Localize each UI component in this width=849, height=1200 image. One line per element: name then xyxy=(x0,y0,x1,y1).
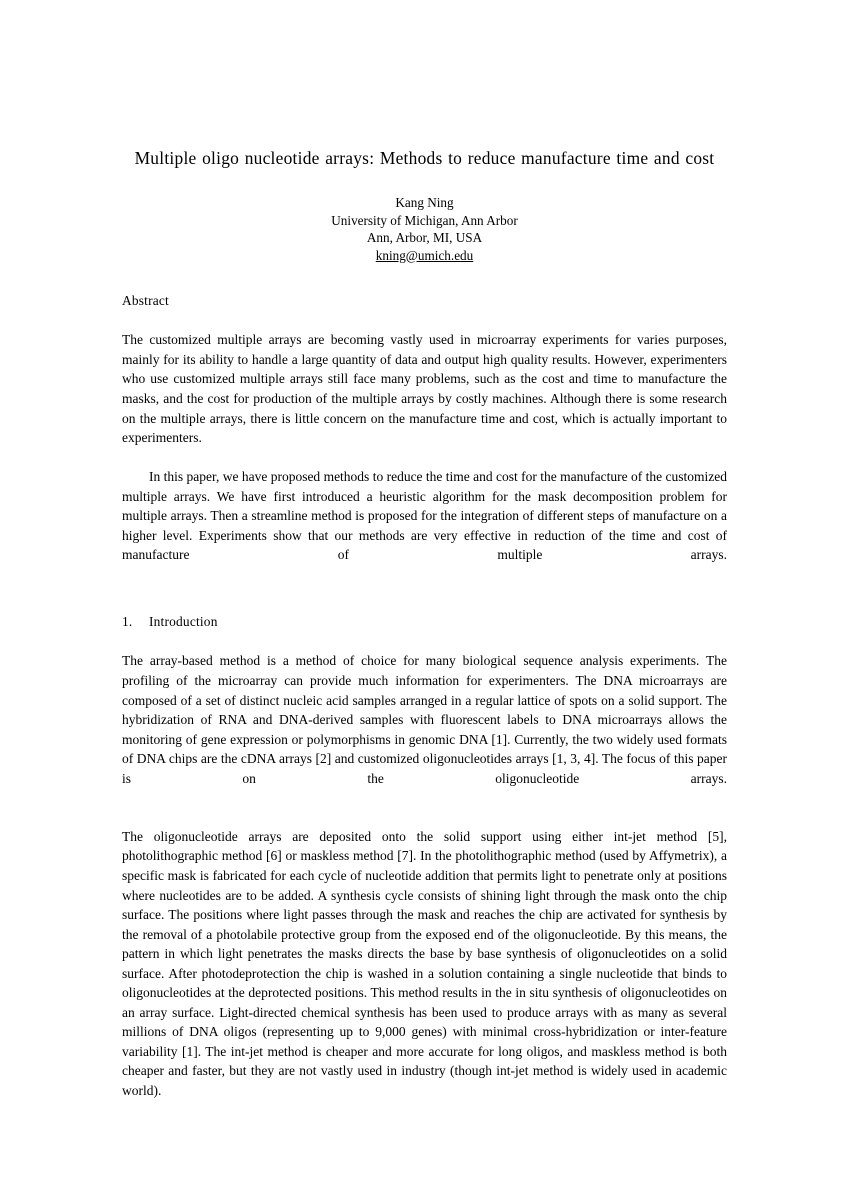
introduction-paragraph-1: The array-based method is a method of choice for many biological sequence analysis experiments. The profiling of the microarray can provide much information for experimenters. The DNA microarrays are composed of a set of distinct nucleic acid samples arranged in a regular lattice of spots on a solid support. The hybridization of RNA and DNA-derived samples with fluorescent labels to DNA microarrays allows the monitoring of gene expression or polymorphisms in genomic DNA [1]. Currently, the two widely used formats of DNA chips are the cDNA arrays [2] and customized oligonucleotides arrays [1, 3, 4]. The focus of this paper is on the oligonucleotide arrays. xyxy=(122,653,727,786)
introduction-heading-label: Introduction xyxy=(149,614,218,630)
author-email-line xyxy=(122,247,727,265)
page-title: Multiple oligo nucleotide arrays: Methods to reduce manufacture time and cost xyxy=(134,148,715,168)
author-affiliation: University of Michigan, Ann Arbor xyxy=(331,212,518,228)
introduction-number: 1. xyxy=(122,614,133,630)
author-email-link[interactable]: kning@umich.edu xyxy=(375,247,474,263)
title-block xyxy=(122,0,727,170)
author-block xyxy=(122,194,727,264)
introduction-heading xyxy=(122,613,727,631)
abstract-paragraph-2: In this paper, we have proposed methods to reduce the time and cost for the manufacture of the customized multiple arrays. We have first introduced a heuristic algorithm for the mask decomposition problem for multiple arrays. Then a streamline method is proposed for the integration of different steps of manufacture on a higher level. Experiments show that our methods are very effective in reduction of the time and cost of manufacture of multiple arrays. xyxy=(122,469,727,563)
introduction-paragraph-2: The oligonucleotide arrays are deposited onto the solid support using either int-jet method [5], photolithographic method [6] or maskless method [7]. In the photolithographic method (used by Affymetrix), a specific mask is fabricated for each cycle of nucleotide addition that permits light to penetrate only at positions where nucleotides are to be added. A synthesis cycle consists of shining light through the mask onto the chip surface. The positions where light passes through the mask and reaches the chip are activated for synthesis by the removal of a photolabile protective group from the exposed end of the oligonucleotide. By this means, the pattern in which light penetrates the masks directs the base by base synthesis of oligonucleotides on a solid surface. After photodeprotection the chip is washed in a solution containing a single nucleotide that binds to oligonucleotides at the deprotected positions. This method results in the in situ synthesis of oligonucleotides on an array surface. Light-directed chemical synthesis has been used to produce arrays with as many as several millions of DNA oligos (representing up to 9,000 genes) with minimal cross-hybridization or inter-feature variability [1]. The int-jet method is cheaper and more accurate for long oligos, and maskless method is both cheaper and faster, but they are not vastly used in industry (though int-jet method is widely used in academic world). xyxy=(122,828,727,1098)
page-content-column xyxy=(122,0,727,1120)
abstract-heading: Abstract xyxy=(122,293,169,309)
author-address: Ann, Arbor, MI, USA xyxy=(366,230,483,246)
author-name: Kang Ning xyxy=(395,195,454,210)
abstract-paragraph-1: The customized multiple arrays are becoming vastly used in microarray experiments for varies purposes, mainly for its ability to handle a large quantity of data and output high quality results. However, experimenters who use customized multiple arrays still face many problems, such as the cost and time to manufacture the masks, and the cost for production of the multiple arrays by costly machines. Although there is some research on the multiple arrays, there is little concern on the manufacture time and cost, which is actually important to experimenters. xyxy=(122,332,727,446)
